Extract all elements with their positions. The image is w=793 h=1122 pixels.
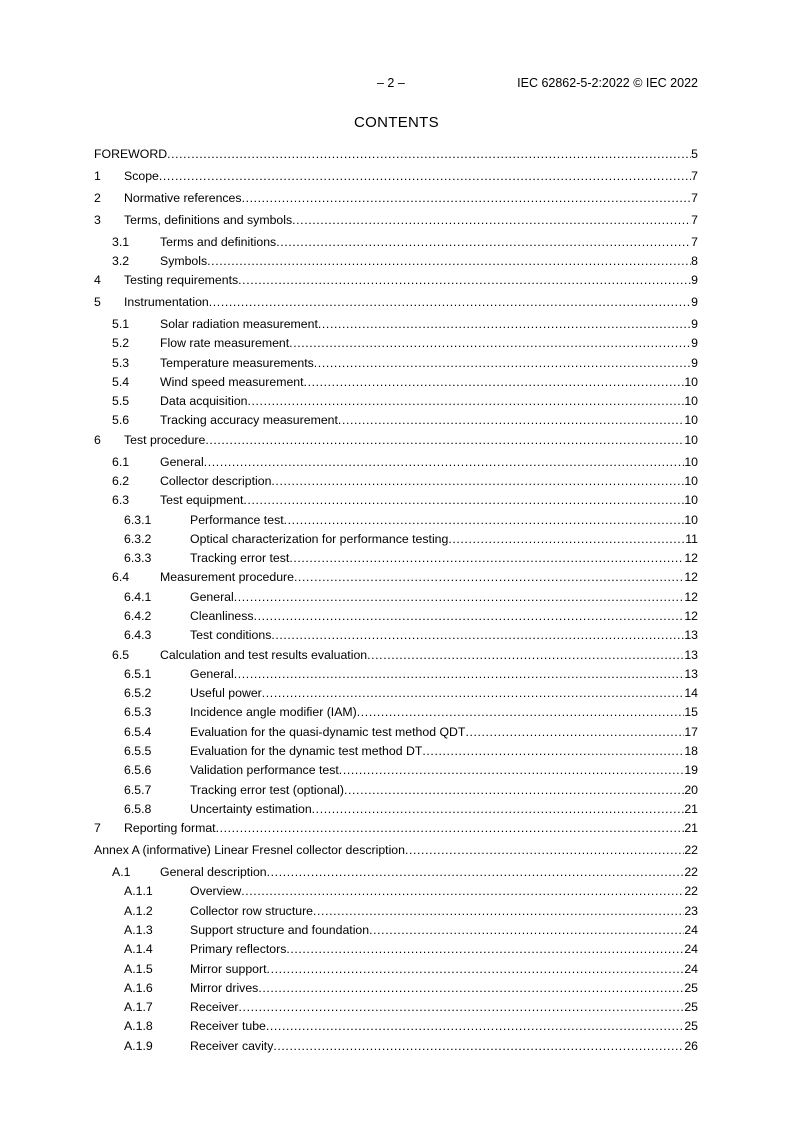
toc-entry-page: 12 bbox=[684, 608, 698, 623]
toc-entry-title: Mirror support bbox=[190, 960, 267, 979]
toc-dot-leader bbox=[338, 411, 684, 430]
toc-entry-number: 1 bbox=[94, 168, 101, 183]
toc-entry-title: Useful power bbox=[190, 684, 262, 703]
toc-entry-title: Collector row structure bbox=[190, 902, 313, 921]
toc-entry-line bbox=[124, 167, 698, 186]
page-number: – 2 – bbox=[377, 76, 405, 90]
toc-dot-leader bbox=[254, 607, 685, 626]
toc-entry-page: 13 bbox=[684, 666, 698, 681]
toc-entry-title: Performance test bbox=[190, 511, 284, 530]
toc-dot-leader bbox=[273, 1037, 684, 1056]
toc-entry-number: 5.2 bbox=[112, 336, 130, 351]
toc-entry-line bbox=[190, 960, 698, 979]
toc-entry-line bbox=[190, 588, 698, 607]
toc-entry-line bbox=[190, 998, 698, 1017]
toc-entry-page: 22 bbox=[684, 884, 698, 899]
toc-entry-line bbox=[190, 882, 698, 901]
toc-entry-line bbox=[160, 392, 698, 411]
toc-dot-leader bbox=[248, 392, 685, 411]
toc-entry-title: Receiver bbox=[190, 998, 239, 1017]
toc-dot-leader bbox=[284, 511, 685, 530]
toc-entry-title: Instrumentation bbox=[124, 293, 209, 312]
toc-entry[interactable] bbox=[94, 979, 698, 998]
toc-entry-page: 7 bbox=[691, 234, 698, 249]
toc-entry[interactable] bbox=[94, 568, 698, 587]
toc-entry-page: 10 bbox=[684, 374, 698, 389]
toc-dot-leader bbox=[262, 684, 685, 703]
toc-entry-page: 25 bbox=[684, 1000, 698, 1015]
toc-entry[interactable] bbox=[94, 453, 698, 472]
toc-entry[interactable] bbox=[94, 940, 698, 959]
toc-entry-title: Cleanliness bbox=[190, 607, 254, 626]
toc-entry-line bbox=[160, 252, 698, 271]
toc-entry-line bbox=[160, 646, 698, 665]
toc-dot-leader bbox=[234, 588, 685, 607]
toc-entry-number: 5.4 bbox=[112, 374, 130, 389]
toc-entry[interactable] bbox=[94, 491, 698, 510]
toc-entry[interactable] bbox=[94, 800, 698, 819]
toc-entry-title: Solar radiation measurement bbox=[160, 315, 318, 334]
toc-dot-leader bbox=[369, 921, 684, 940]
toc-entry[interactable] bbox=[94, 742, 698, 761]
toc-entry-line bbox=[160, 315, 698, 334]
toc-dot-leader bbox=[313, 902, 684, 921]
toc-entry-number: 6.4.1 bbox=[124, 589, 152, 604]
toc-entry[interactable] bbox=[94, 998, 698, 1017]
toc-entry-title: Measurement procedure bbox=[160, 568, 294, 587]
toc-entry-number: 6.4.3 bbox=[124, 628, 152, 643]
toc-entry-line bbox=[190, 723, 698, 742]
toc-entry-number: A.1.9 bbox=[124, 1038, 153, 1053]
toc-entry-number: 5.3 bbox=[112, 355, 130, 370]
toc-entry-number: 6.3.1 bbox=[124, 512, 152, 527]
toc-entry-title: General bbox=[190, 665, 234, 684]
toc-entry-page: 19 bbox=[684, 763, 698, 778]
toc-dot-leader bbox=[367, 646, 684, 665]
toc-entry-title: Test equipment bbox=[160, 491, 243, 510]
toc-entry-page: 12 bbox=[684, 589, 698, 604]
toc-dot-leader bbox=[258, 979, 684, 998]
page-title: CONTENTS bbox=[354, 114, 439, 131]
toc-entry-line bbox=[160, 491, 698, 510]
toc-entry-page: 9 bbox=[691, 336, 698, 351]
toc-entry-page: 17 bbox=[684, 724, 698, 739]
toc-entry-line bbox=[160, 354, 698, 373]
toc-entry-page: 11 bbox=[685, 531, 698, 546]
toc-entry-title: Overview bbox=[190, 882, 241, 901]
toc-entry-title: Optical characterization for performance testing bbox=[190, 530, 448, 549]
toc-entry[interactable] bbox=[94, 472, 698, 491]
toc-entry-line bbox=[190, 742, 698, 761]
toc-entry[interactable] bbox=[94, 549, 698, 568]
toc-entry-title: Annex A (informative) Linear Fresnel collector description bbox=[94, 841, 405, 860]
toc-entry-number: A.1.8 bbox=[124, 1019, 153, 1034]
toc-entry-title: Evaluation for the dynamic test method DT bbox=[190, 742, 422, 761]
toc-entry-title: Test conditions bbox=[190, 626, 271, 645]
toc-entry-page: 7 bbox=[691, 190, 698, 205]
toc-dot-leader bbox=[242, 189, 692, 208]
toc-entry-page: 10 bbox=[684, 512, 698, 527]
toc-entry[interactable] bbox=[94, 334, 698, 353]
toc-entry-line bbox=[124, 189, 698, 208]
toc-entry-page: 7 bbox=[691, 212, 698, 227]
toc-entry-number: 6.3 bbox=[112, 493, 130, 508]
toc-entry-page: 10 bbox=[684, 413, 698, 428]
toc-entry[interactable] bbox=[94, 373, 698, 392]
table-of-contents bbox=[94, 145, 698, 1056]
toc-entry[interactable] bbox=[94, 211, 698, 230]
toc-entry-page: 15 bbox=[684, 705, 698, 720]
toc-entry-title: Test procedure bbox=[124, 431, 205, 450]
toc-entry-line bbox=[124, 271, 698, 290]
toc-entry-line bbox=[190, 940, 698, 959]
toc-entry-title: Primary reflectors bbox=[190, 940, 286, 959]
toc-entry-number: 3.1 bbox=[112, 234, 130, 249]
toc-entry[interactable] bbox=[94, 252, 698, 271]
toc-entry-page: 10 bbox=[684, 493, 698, 508]
toc-dot-leader bbox=[159, 167, 691, 186]
toc-entry-number: A.1 bbox=[112, 865, 131, 880]
toc-entry[interactable] bbox=[94, 607, 698, 626]
toc-dot-leader bbox=[339, 761, 685, 780]
toc-dot-leader bbox=[209, 293, 691, 312]
toc-entry-line bbox=[160, 472, 698, 491]
toc-entry-number: 3 bbox=[94, 212, 101, 227]
toc-dot-leader bbox=[238, 271, 691, 290]
toc-entry-page: 12 bbox=[684, 551, 698, 566]
toc-dot-leader bbox=[276, 233, 691, 252]
toc-entry-number: 6 bbox=[94, 432, 101, 447]
toc-dot-leader bbox=[422, 742, 684, 761]
toc-dot-leader bbox=[271, 472, 684, 491]
toc-entry-number: 6.5.6 bbox=[124, 763, 152, 778]
toc-entry-number: 5.5 bbox=[112, 394, 130, 409]
toc-entry-page: 24 bbox=[684, 942, 698, 957]
toc-entry[interactable] bbox=[94, 411, 698, 430]
toc-dot-leader bbox=[314, 354, 691, 373]
toc-entry[interactable] bbox=[94, 723, 698, 742]
toc-entry[interactable] bbox=[94, 703, 698, 722]
toc-dot-leader bbox=[271, 626, 684, 645]
toc-entry-page: 18 bbox=[684, 744, 698, 759]
toc-dot-leader bbox=[266, 1017, 684, 1036]
toc-entry-line bbox=[124, 431, 698, 450]
toc-entry-title: Wind speed measurement bbox=[160, 373, 304, 392]
toc-entry-page: 10 bbox=[684, 394, 698, 409]
toc-entry-number: 2 bbox=[94, 190, 101, 205]
toc-entry-number: A.1.3 bbox=[124, 922, 153, 937]
toc-entry[interactable] bbox=[94, 315, 698, 334]
toc-dot-leader bbox=[286, 940, 684, 959]
toc-entry[interactable] bbox=[94, 431, 698, 450]
toc-entry-page: 23 bbox=[684, 903, 698, 918]
toc-entry-page: 10 bbox=[684, 473, 698, 488]
toc-entry-number: 7 bbox=[94, 821, 101, 836]
toc-entry-number: 6.5 bbox=[112, 647, 130, 662]
toc-entry-line bbox=[190, 703, 698, 722]
toc-entry-line bbox=[190, 549, 698, 568]
toc-entry-page: 21 bbox=[684, 801, 698, 816]
toc-entry-number: 6.5.7 bbox=[124, 782, 152, 797]
toc-entry-page: 9 bbox=[691, 273, 698, 288]
toc-entry-number: A.1.1 bbox=[124, 884, 153, 899]
toc-entry-title: Calculation and test results evaluation bbox=[160, 646, 367, 665]
toc-dot-leader bbox=[204, 453, 685, 472]
toc-entry[interactable] bbox=[94, 1037, 698, 1056]
toc-entry[interactable] bbox=[94, 921, 698, 940]
toc-entry-page: 9 bbox=[691, 355, 698, 370]
toc-entry-title: Tracking error test bbox=[190, 549, 289, 568]
toc-entry-title: Incidence angle modifier (IAM) bbox=[190, 703, 357, 722]
toc-entry-title: Terms, definitions and symbols bbox=[124, 211, 292, 230]
standard-reference: IEC 62862-5-2:2022 © IEC 2022 bbox=[517, 76, 698, 90]
toc-dot-leader bbox=[344, 781, 684, 800]
toc-entry[interactable] bbox=[94, 960, 698, 979]
toc-dot-leader bbox=[318, 315, 691, 334]
toc-entry-line bbox=[124, 293, 698, 312]
toc-entry-number: 6.5.3 bbox=[124, 705, 152, 720]
toc-entry-title: Scope bbox=[124, 167, 159, 186]
toc-entry-number: 6.5.2 bbox=[124, 686, 152, 701]
toc-entry-line bbox=[190, 626, 698, 645]
toc-entry-page: 21 bbox=[684, 821, 698, 836]
toc-entry-number: 5 bbox=[94, 295, 101, 310]
toc-entry-number: 6.3.2 bbox=[124, 531, 152, 546]
toc-entry[interactable] bbox=[94, 863, 698, 882]
toc-entry-page: 14 bbox=[684, 686, 698, 701]
toc-entry-title: Data acquisition bbox=[160, 392, 248, 411]
toc-entry-number: 6.5.5 bbox=[124, 744, 152, 759]
toc-entry[interactable] bbox=[94, 588, 698, 607]
toc-entry-page: 10 bbox=[684, 454, 698, 469]
toc-entry-number: A.1.6 bbox=[124, 980, 153, 995]
toc-dot-leader bbox=[216, 819, 685, 838]
toc-entry-title: Collector description bbox=[160, 472, 271, 491]
toc-entry-number: 5.1 bbox=[112, 316, 130, 331]
toc-entry-line bbox=[124, 819, 698, 838]
toc-entry-line bbox=[190, 1037, 698, 1056]
toc-entry-page: 13 bbox=[684, 647, 698, 662]
toc-dot-leader bbox=[312, 800, 685, 819]
toc-entry-page: 25 bbox=[684, 1019, 698, 1034]
toc-entry-number: 6.5.4 bbox=[124, 724, 152, 739]
toc-entry-title: Support structure and foundation bbox=[190, 921, 369, 940]
toc-entry-title: Uncertainty estimation bbox=[190, 800, 312, 819]
toc-dot-leader bbox=[292, 211, 691, 230]
toc-entry-title: General description bbox=[160, 863, 267, 882]
toc-entry-title: Temperature measurements bbox=[160, 354, 314, 373]
toc-dot-leader bbox=[448, 530, 685, 549]
toc-entry-title: Terms and definitions bbox=[160, 233, 276, 252]
toc-entry-title: Testing requirements bbox=[124, 271, 238, 290]
toc-entry-page: 25 bbox=[684, 980, 698, 995]
toc-entry[interactable] bbox=[94, 841, 698, 860]
toc-entry[interactable] bbox=[94, 1017, 698, 1036]
toc-entry-number: 6.4.2 bbox=[124, 608, 152, 623]
toc-entry-line bbox=[190, 511, 698, 530]
toc-entry-page: 24 bbox=[684, 961, 698, 976]
toc-entry[interactable] bbox=[94, 626, 698, 645]
toc-entry-title: Validation performance test bbox=[190, 761, 339, 780]
toc-entry-line bbox=[190, 800, 698, 819]
toc-entry[interactable] bbox=[94, 761, 698, 780]
toc-entry[interactable] bbox=[94, 392, 698, 411]
toc-entry-page: 8 bbox=[691, 253, 698, 268]
toc-entry-page: 5 bbox=[691, 147, 698, 161]
toc-entry-line bbox=[190, 1017, 698, 1036]
toc-dot-leader bbox=[267, 960, 685, 979]
toc-entry-title: Receiver tube bbox=[190, 1017, 266, 1036]
toc-entry-title: Normative references bbox=[124, 189, 242, 208]
toc-entry[interactable] bbox=[94, 665, 698, 684]
toc-entry-line bbox=[190, 781, 698, 800]
toc-entry-line bbox=[94, 145, 698, 164]
toc-entry[interactable] bbox=[94, 271, 698, 290]
toc-entry-page: 7 bbox=[691, 168, 698, 183]
toc-entry-title: Evaluation for the quasi-dynamic test method QDT bbox=[190, 723, 465, 742]
toc-entry-number: A.1.7 bbox=[124, 1000, 153, 1015]
toc-entry-line bbox=[190, 979, 698, 998]
toc-entry-title: Flow rate measurement bbox=[160, 334, 289, 353]
toc-entry[interactable] bbox=[94, 354, 698, 373]
toc-entry-line bbox=[124, 211, 698, 230]
toc-entry[interactable] bbox=[94, 233, 698, 252]
toc-entry-line bbox=[160, 411, 698, 430]
toc-entry[interactable] bbox=[94, 189, 698, 208]
toc-entry-line bbox=[190, 902, 698, 921]
toc-entry-title: Receiver cavity bbox=[190, 1037, 273, 1056]
toc-entry-page: 26 bbox=[684, 1038, 698, 1053]
toc-entry-line bbox=[190, 530, 698, 549]
toc-entry-page: 9 bbox=[691, 316, 698, 331]
toc-entry-line bbox=[94, 841, 698, 860]
toc-entry-page: 13 bbox=[684, 628, 698, 643]
toc-dot-leader bbox=[289, 549, 684, 568]
toc-entry-line bbox=[190, 921, 698, 940]
toc-dot-leader bbox=[167, 145, 691, 164]
toc-entry-number: 6.5.1 bbox=[124, 666, 152, 681]
toc-entry-number: 6.1 bbox=[112, 454, 130, 469]
toc-dot-leader bbox=[465, 723, 684, 742]
toc-entry[interactable] bbox=[94, 646, 698, 665]
toc-entry-number: 3.2 bbox=[112, 253, 130, 268]
toc-entry-title: Tracking accuracy measurement bbox=[160, 411, 338, 430]
toc-entry-page: 20 bbox=[684, 782, 698, 797]
toc-entry-title: FOREWORD bbox=[94, 145, 167, 164]
toc-entry-line bbox=[190, 607, 698, 626]
toc-entry-line bbox=[190, 684, 698, 703]
toc-entry-page: 9 bbox=[691, 295, 698, 310]
toc-dot-leader bbox=[304, 373, 685, 392]
toc-entry-number: A.1.4 bbox=[124, 942, 153, 957]
toc-dot-leader bbox=[289, 334, 691, 353]
toc-entry-number: A.1.5 bbox=[124, 961, 153, 976]
toc-dot-leader bbox=[205, 431, 684, 450]
toc-entry[interactable] bbox=[94, 819, 698, 838]
toc-entry-number: A.1.2 bbox=[124, 903, 153, 918]
toc-entry[interactable] bbox=[94, 902, 698, 921]
toc-entry-line bbox=[190, 761, 698, 780]
toc-entry[interactable] bbox=[94, 882, 698, 901]
toc-entry-number: 5.6 bbox=[112, 413, 130, 428]
toc-entry-title: Reporting format bbox=[124, 819, 216, 838]
toc-dot-leader bbox=[243, 491, 684, 510]
toc-entry[interactable] bbox=[94, 781, 698, 800]
toc-entry-line bbox=[160, 334, 698, 353]
toc-entry-line bbox=[160, 568, 698, 587]
toc-entry-page: 12 bbox=[684, 570, 698, 585]
toc-dot-leader bbox=[267, 863, 685, 882]
toc-entry-title: Symbols bbox=[160, 252, 207, 271]
toc-dot-leader bbox=[239, 998, 685, 1017]
toc-entry-number: 4 bbox=[94, 273, 101, 288]
toc-entry[interactable] bbox=[94, 684, 698, 703]
toc-entry[interactable] bbox=[94, 145, 698, 164]
toc-entry-number: 6.3.3 bbox=[124, 551, 152, 566]
toc-dot-leader bbox=[241, 882, 684, 901]
toc-entry-line bbox=[190, 665, 698, 684]
toc-entry-page: 22 bbox=[684, 865, 698, 880]
toc-dot-leader bbox=[405, 841, 684, 860]
toc-entry-title: General bbox=[160, 453, 204, 472]
toc-dot-leader bbox=[207, 252, 691, 271]
toc-entry[interactable] bbox=[94, 167, 698, 186]
toc-entry-line bbox=[160, 373, 698, 392]
toc-entry-page: 24 bbox=[684, 922, 698, 937]
toc-entry[interactable] bbox=[94, 293, 698, 312]
toc-entry-number: 6.5.8 bbox=[124, 801, 152, 816]
toc-entry-line bbox=[160, 453, 698, 472]
toc-entry[interactable] bbox=[94, 530, 698, 549]
toc-entry-title: Tracking error test (optional) bbox=[190, 781, 344, 800]
toc-entry-line bbox=[160, 233, 698, 252]
toc-entry[interactable] bbox=[94, 511, 698, 530]
toc-entry-number: 6.4 bbox=[112, 570, 130, 585]
toc-dot-leader bbox=[357, 703, 685, 722]
toc-entry-page: 10 bbox=[684, 432, 698, 447]
toc-entry-page: 22 bbox=[684, 843, 698, 858]
toc-entry-line bbox=[160, 863, 698, 882]
toc-entry-number: 6.2 bbox=[112, 473, 130, 488]
toc-dot-leader bbox=[234, 665, 685, 684]
toc-dot-leader bbox=[294, 568, 684, 587]
toc-entry-title: General bbox=[190, 588, 234, 607]
toc-entry-title: Mirror drives bbox=[190, 979, 258, 998]
